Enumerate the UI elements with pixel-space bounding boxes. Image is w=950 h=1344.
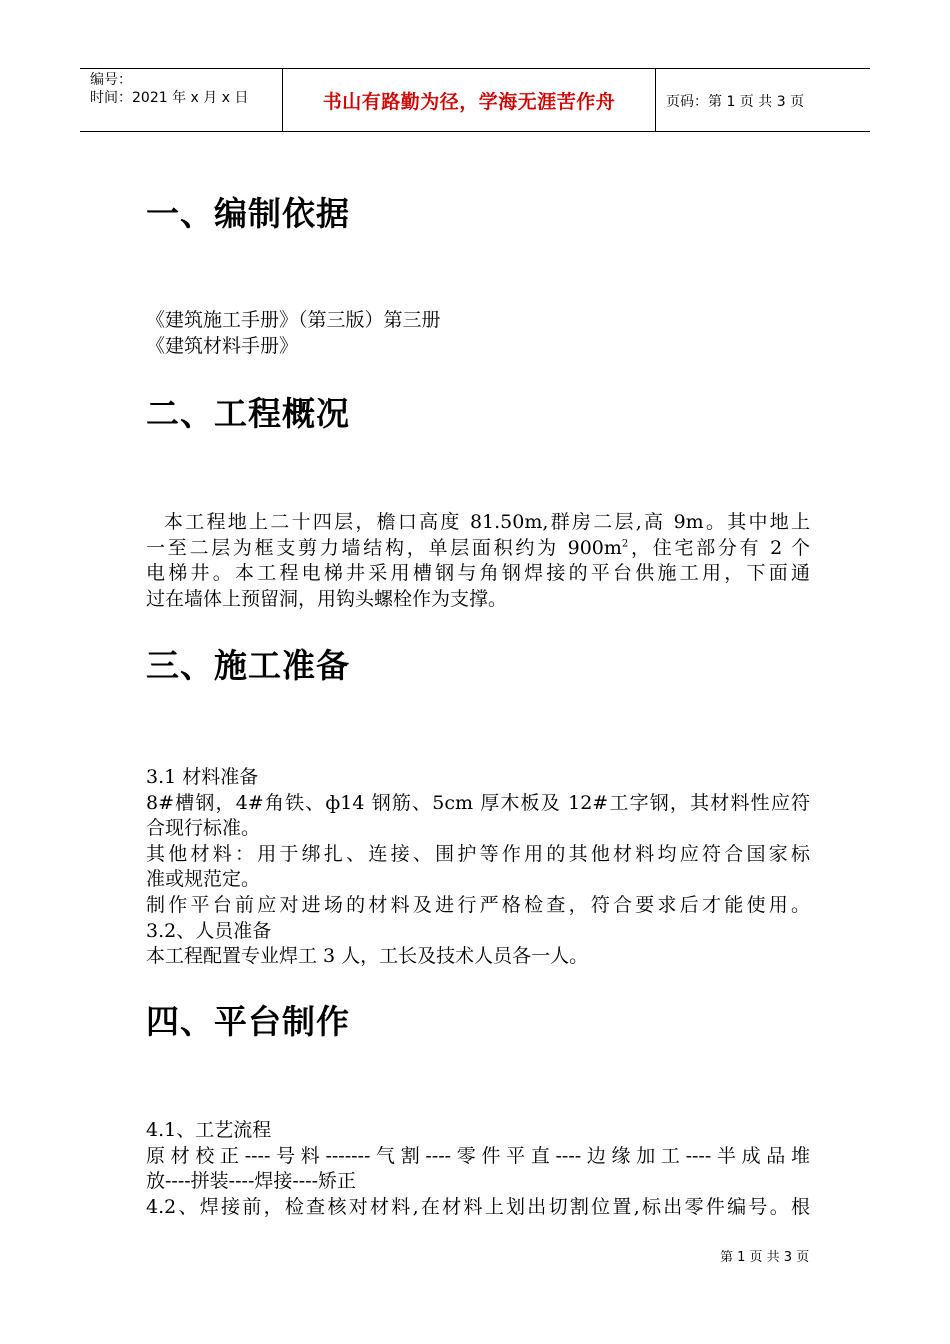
header-motto-cell xyxy=(283,69,656,131)
text-line: 《建筑材料手册》 xyxy=(146,334,299,357)
time-label: 时间：2021 年 x 月 x 日 xyxy=(90,90,249,106)
text-line: 《建筑施工手册》（第三版）第三册 xyxy=(146,309,441,331)
text-line: 准或规范定。 xyxy=(146,868,261,891)
section-body-overview xyxy=(146,510,810,612)
motto-text: 书山有路勤为径，学海无涯苦作舟 xyxy=(322,91,616,113)
text-line: 过在墙体上预留洞，用钩头螺栓作为支撑。 xyxy=(146,587,508,610)
text-line: 原材校正----号料-------气割----零件平直----边缘加工----半成品堆 xyxy=(146,1144,810,1167)
text-line: 本工程配置专业焊工 3 人，工长及技术人员各一人。 xyxy=(146,945,589,968)
text-line: 制作平台前应对进场的材料及进行严格检查，符合要求后才能使用。 xyxy=(146,893,810,916)
text-segment: 一至二层为框支剪力墙结构，单层面积约为 900m xyxy=(146,536,622,559)
text-line xyxy=(146,536,810,562)
section-title-preparation: 三、施工准备 xyxy=(146,646,350,685)
section-title-overview: 二、工程概况 xyxy=(146,394,350,433)
text-line: 3.2、人员准备 xyxy=(146,919,272,942)
text-line: 3.1 材料准备 xyxy=(146,766,259,788)
footer-page-number: 第 1 页 共 3 页 xyxy=(720,1250,810,1265)
header-page-cell xyxy=(656,69,870,131)
header-page-number: 页码：第 1 页 共 3 页 xyxy=(666,94,805,110)
text-line: 4.1、工艺流程 xyxy=(146,1119,272,1141)
section-body-basis xyxy=(146,308,810,359)
header-info-cell xyxy=(80,69,283,131)
section-body-fabrication xyxy=(146,1118,810,1220)
number-label: 编号： xyxy=(90,72,132,88)
text-line: 电梯井。本工程电梯井采用槽钢与角钢焊接的平台供施工用，下面通 xyxy=(146,562,810,585)
text-line: 其他材料：用于绑扎、连接、围护等作用的其他材料均应符合国家标 xyxy=(146,842,810,865)
text-line: 合现行标准。 xyxy=(146,817,261,840)
document-header xyxy=(80,68,870,132)
text-line: 本工程地上二十四层，檐口高度 81.50m,群房二层,高 9m。其中地上 xyxy=(164,511,810,533)
text-line: 8#槽钢，4#角铁、ф14 钢筋、5cm 厚木板及 12#工字钢，其材料性应符 xyxy=(146,791,810,814)
text-line: 4.2、焊接前，检查核对材料,在材料上划出切割位置,标出零件编号。根 xyxy=(146,1195,810,1218)
section-title-basis: 一、编制依据 xyxy=(146,194,350,233)
text-line: 放----拼装----焊接----矫正 xyxy=(146,1170,357,1193)
text-segment: ，住宅部分有 2 个 xyxy=(628,536,810,559)
section-title-fabrication: 四、平台制作 xyxy=(146,1002,350,1041)
section-body-preparation xyxy=(146,765,810,970)
superscript: 2 xyxy=(621,538,629,550)
